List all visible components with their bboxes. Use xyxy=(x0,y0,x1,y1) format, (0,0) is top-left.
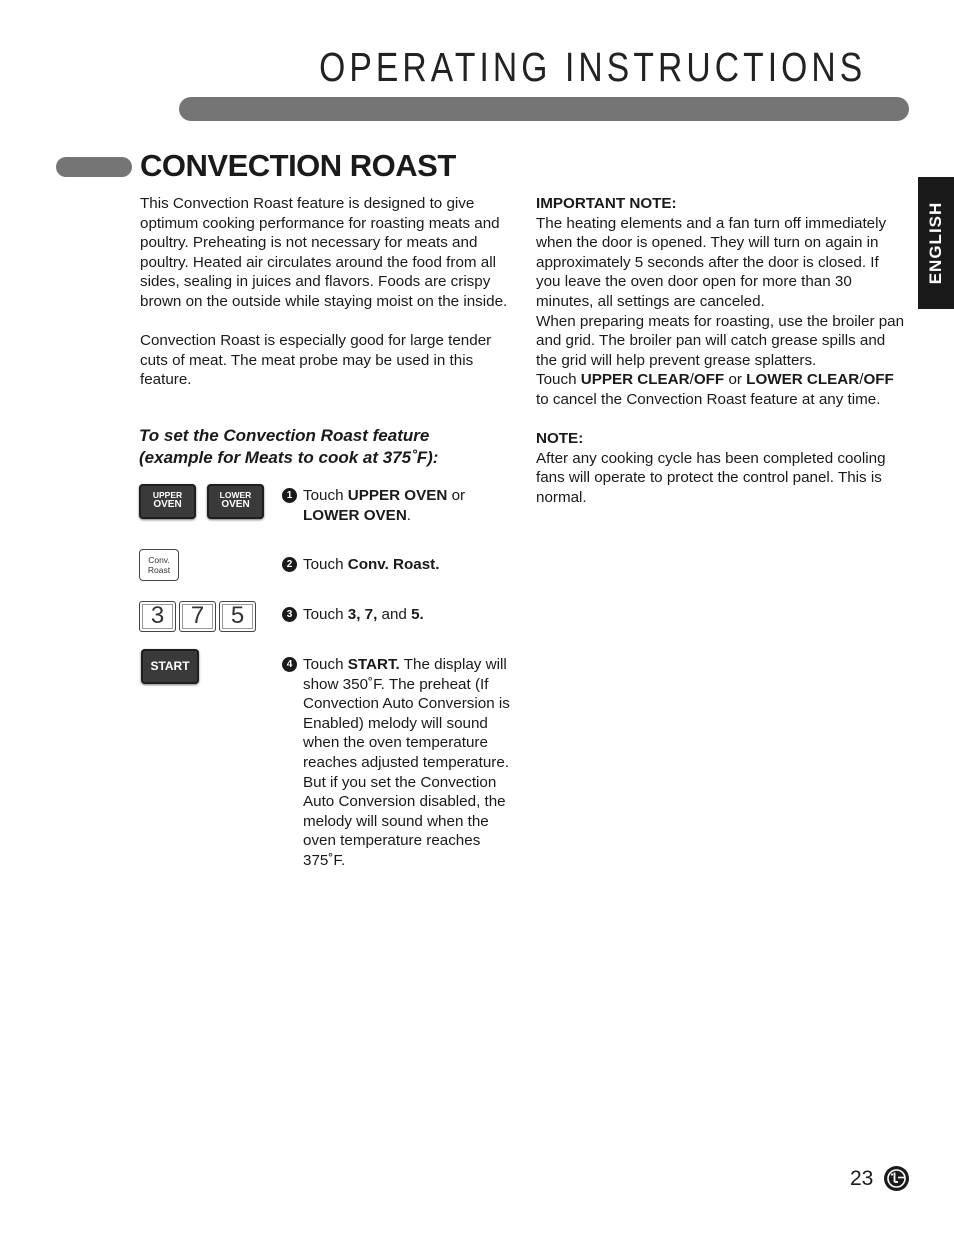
step-text: Touch START. The display will show 350˚F. The preheat (If Convection Auto Conversion is Enabled) melody will sound when the oven temperature reaches adjusted temperature. But if you set the Convection Auto Conversion disabled, the melody will sound when the oven temperature reaches 375˚F. xyxy=(303,656,510,869)
digit-key-3: 3 xyxy=(139,601,176,632)
lower-oven-key-line1: LOWER xyxy=(219,490,252,500)
step-text: Touch 3, 7, and 5. xyxy=(303,606,424,623)
subheading-line-2: (example for Meats to cook at 375˚F): xyxy=(139,448,439,467)
step-number: 3 xyxy=(282,607,297,622)
language-tab xyxy=(918,177,954,309)
step-4 xyxy=(282,655,516,871)
conv-roast-key-line1: Conv. xyxy=(148,555,170,565)
step-number: 2 xyxy=(282,557,297,572)
intro-column xyxy=(140,194,514,410)
subheading-line-1: To set the Convection Roast feature xyxy=(139,426,430,445)
step-text: Touch Conv. Roast. xyxy=(303,556,440,573)
instructions-subheading xyxy=(139,425,519,469)
notes-column xyxy=(536,194,906,508)
step-2 xyxy=(282,555,516,575)
intro-paragraph-2: Convection Roast is especially good for large tender cuts of meat. The meat probe may be used in this feature. xyxy=(140,332,492,389)
step-1 xyxy=(282,486,516,525)
section-title: CONVECTION ROAST xyxy=(140,148,456,183)
page-number: 23 xyxy=(850,1167,874,1190)
digit-key-7: 7 xyxy=(179,601,216,632)
note-heading: NOTE: xyxy=(536,430,584,448)
upper-oven-key xyxy=(139,484,196,519)
upper-oven-key-line1: UPPER xyxy=(152,490,183,500)
conv-roast-key xyxy=(139,549,179,581)
lower-oven-key-line2: OVEN xyxy=(221,499,250,510)
important-note-text-2: When preparing meats for roasting, use the broiler pan and grid. The broiler pan will catch grease spills and the grid will help prevent grease splatters. xyxy=(536,312,905,369)
section-marker xyxy=(56,157,132,177)
step-text: Touch UPPER OVEN or LOWER OVEN. xyxy=(303,487,466,524)
start-key: START xyxy=(141,649,199,684)
step-number: 1 xyxy=(282,488,297,503)
important-note-cancel: Touch UPPER CLEAR/OFF or LOWER CLEAR/OFF to cancel the Convection Roast feature at any time. xyxy=(536,371,894,408)
digit-key-5: 5 xyxy=(219,601,256,632)
language-tab-label: ENGLISH xyxy=(926,201,945,285)
important-note-heading: IMPORTANT NOTE: xyxy=(536,195,677,212)
upper-oven-key-line2: OVEN xyxy=(153,499,182,510)
intro-paragraph-1: This Convection Roast feature is designed to give optimum cooking performance for roasting meats and poultry. Preheating is not necessary for meats and poultry. Heated air circulates around the food from all sides, sealing in juices and flavors. Foods are crispy brown on the outside while staying moist on the inside. xyxy=(140,195,508,310)
conv-roast-key-line2: Roast xyxy=(147,565,171,575)
page-header-title: OPERATING INSTRUCTIONS xyxy=(318,44,866,90)
header-bar xyxy=(179,97,909,121)
lg-logo-icon xyxy=(884,1166,909,1191)
note-text: After any cooking cycle has been completed cooling fans will operate to protect the control panel. This is normal. xyxy=(536,449,886,506)
important-note-text-1: The heating elements and a fan turn off immediately when the door is opened. They will turn on again in approximately 5 seconds after the door is closed. If you leave the oven door open for more than 30 minutes, all settings are canceled. xyxy=(536,214,887,310)
step-3 xyxy=(282,605,516,625)
step-number: 4 xyxy=(282,657,297,672)
lower-oven-key xyxy=(207,484,264,519)
